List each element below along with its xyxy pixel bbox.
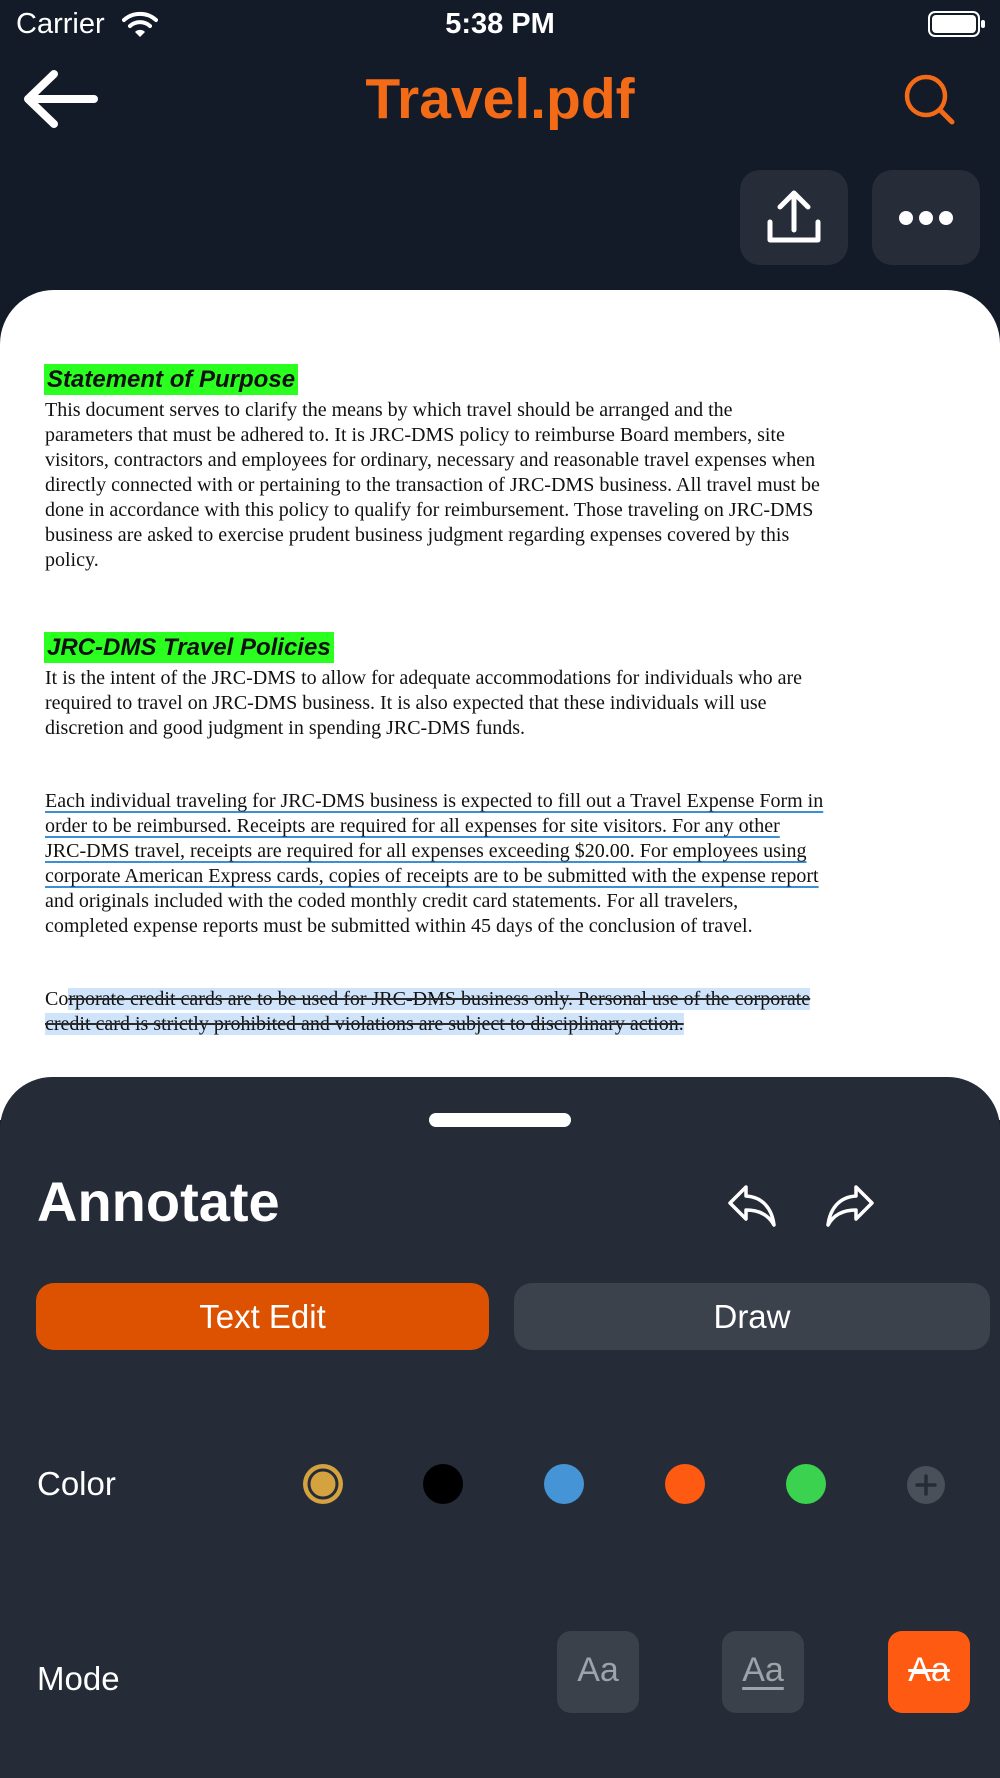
clock: 5:38 PM [445, 8, 555, 40]
underlined-line: Each individual traveling for JRC-DMS business is expected to fill out a Travel Expense Form in [45, 790, 824, 812]
mode-glyph: Aa [742, 1651, 784, 1689]
color-swatch-orange[interactable] [665, 1464, 705, 1504]
text-line [45, 1012, 915, 1037]
navigation-bar [0, 52, 1000, 152]
strikethrough-text: rporate credit cards are to be used for JRC-DMS business only. Personal use of the corporate [68, 988, 811, 1010]
text-line [45, 987, 915, 1012]
color-swatch-black[interactable] [423, 1464, 463, 1504]
color-swatch-gold[interactable] [303, 1464, 343, 1504]
mode-glyph: Aa [908, 1651, 950, 1689]
ellipsis-icon [872, 170, 980, 265]
color-swatch-blue[interactable] [544, 1464, 584, 1504]
battery-icon [928, 10, 986, 43]
underlined-line: JRC-DMS travel, receipts are required for all expenses exceeding $20.00. For employees using [45, 840, 807, 862]
sheet-title: Annotate [37, 1170, 280, 1233]
search-button[interactable] [900, 66, 960, 132]
sheet-drag-handle[interactable] [429, 1113, 571, 1127]
plus-icon [907, 1466, 945, 1504]
mode-highlight-button[interactable] [557, 1631, 639, 1713]
document-title: Travel.pdf [365, 67, 635, 131]
tab-text-edit[interactable]: Text Edit [36, 1283, 489, 1350]
text-line: This document serves to clarify the means by which travel should be arranged and the [45, 399, 733, 421]
selected-ring-icon [303, 1464, 343, 1504]
undo-button[interactable] [726, 1181, 778, 1231]
add-color-button[interactable] [907, 1466, 945, 1504]
more-options-button[interactable] [872, 170, 980, 265]
redo-icon [824, 1181, 876, 1231]
status-bar [0, 0, 1000, 52]
color-label: Color [37, 1465, 116, 1502]
carrier-label: Carrier [16, 8, 105, 40]
text-line: completed expense reports must be submitted within 45 days of the conclusion of travel. [45, 915, 753, 937]
mode-strikethrough-button[interactable] [888, 1631, 970, 1713]
share-button[interactable] [740, 170, 848, 265]
mode-glyph: Aa [577, 1651, 619, 1689]
color-swatch-green[interactable] [786, 1464, 826, 1504]
text-line: directly connected with or pertaining to the transaction of JRC-DMS business. All travel must be [45, 474, 820, 496]
underlined-line: corporate American Express cards, copies of receipts are to be submitted with the expense report [45, 865, 819, 887]
pdf-page[interactable] [0, 290, 1000, 1120]
text-line: visitors, contractors and employees for ordinary, necessary and reasonable travel expenses when [45, 449, 816, 471]
mode-underline-button[interactable] [722, 1631, 804, 1713]
text-line: policy. [45, 549, 99, 571]
search-icon [900, 66, 960, 132]
plain-text: Co [45, 988, 69, 1010]
text-line: and originals included with the coded monthly credit card statements. For all travelers, [45, 890, 739, 912]
text-line: done in accordance with this policy to qualify for reimbursement. Those traveling on JRC-DMS [45, 499, 814, 521]
text-line: parameters that must be adhered to. It is JRC-DMS policy to reimburse Board members, site [45, 424, 785, 446]
tab-draw[interactable]: Draw [514, 1283, 990, 1350]
highlighted-heading[interactable]: Statement of Purpose [44, 364, 298, 395]
strikethrough-text: credit card is strictly prohibited and violations are subject to disciplinary action. [45, 1013, 684, 1035]
text-line: business are asked to exercise prudent business judgment regarding expenses covered by this [45, 524, 790, 546]
paragraph-credit-cards[interactable] [45, 987, 915, 1037]
paragraph-purpose[interactable] [45, 398, 915, 573]
redo-button[interactable] [824, 1181, 876, 1231]
text-line: required to travel on JRC-DMS business. It is also expected that these individuals will use [45, 692, 767, 714]
annotate-sheet [0, 1077, 1000, 1778]
paragraph-expense-form[interactable] [45, 789, 915, 939]
mode-label: Mode [37, 1660, 120, 1697]
paragraph-policies[interactable] [45, 666, 915, 741]
highlighted-heading[interactable]: JRC-DMS Travel Policies [44, 632, 334, 663]
undo-icon [726, 1181, 778, 1231]
share-icon [740, 170, 848, 265]
text-line: discretion and good judgment in spending JRC-DMS funds. [45, 717, 525, 739]
text-line: It is the intent of the JRC-DMS to allow for adequate accommodations for individuals who are [45, 667, 803, 689]
underlined-line: order to be reimbursed. Receipts are required for all expenses for site visitors. For any other [45, 815, 780, 837]
